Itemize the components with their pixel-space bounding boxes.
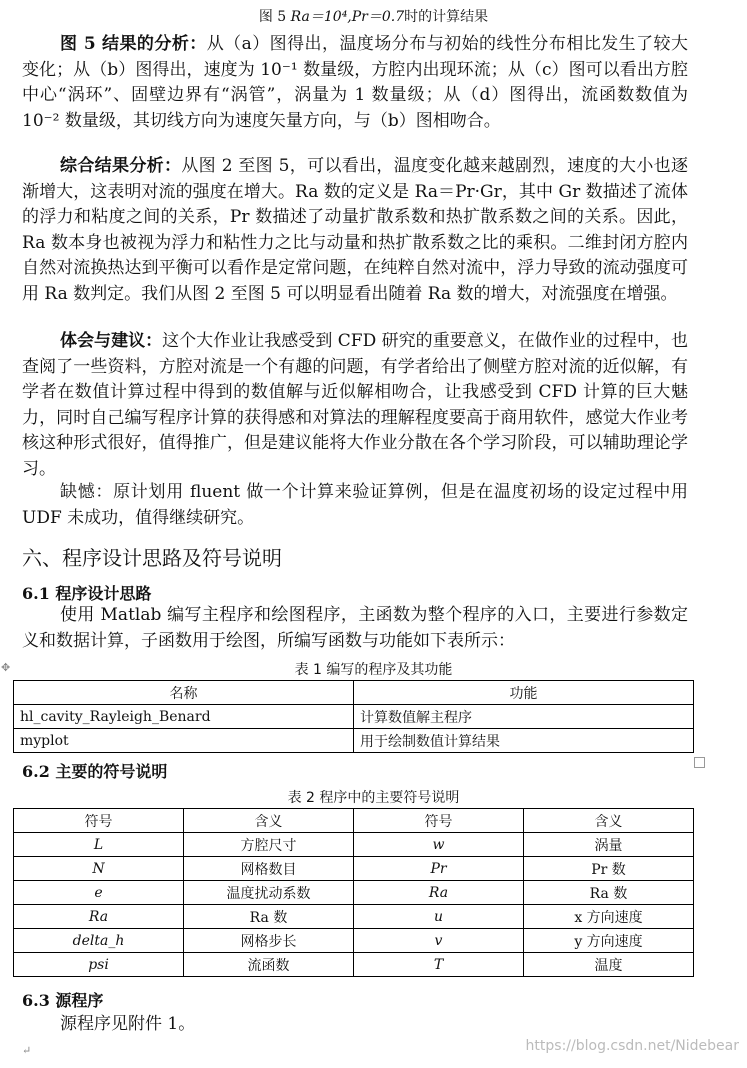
paragraph-lead: 图 5 结果的分析：	[60, 34, 207, 54]
meaning-cell: 温度扰动系数	[184, 881, 354, 905]
figure-label: 图 5	[258, 9, 287, 25]
paragraph-text: 从图 2 至图 5，可以看出，温度变化越来越剧烈，速度的大小也逐渐增大，这表明对流的强度在增大。Ra 数的定义是 Ra＝Pr·Gr，其中 Gr 数描述了流体的浮力和粘度之间的关系，Pr 数描述了动量扩散系数和热扩散系数之间的关系。因此，Ra 数本身也被视为浮力和粘性力之比与动量和热扩散系数之比的乘积。二维封闭方腔内自然对流换热达到平衡可以看作是定常问题，在纯粹自然对流中，浮力导致的流动强度可用 Ra 数判定。我们从图 2 至图 5 可以明显看出随着 Ra 数的增大，对流强度在增强。	[22, 156, 689, 304]
paragraph-mark-icon: ↵	[22, 1044, 32, 1057]
table-row	[14, 833, 694, 857]
section63-title: 6.3 源程序	[22, 991, 104, 1010]
figure-suffix: 时的计算结果	[404, 9, 489, 25]
paragraph-fig5-analysis	[22, 32, 688, 134]
table2	[13, 808, 694, 977]
figure-condition: Ra＝10⁴,Pr＝0.7	[290, 9, 405, 25]
meaning-cell: Pr 数	[524, 857, 694, 881]
table-cell: 计算数值解主程序	[354, 705, 694, 729]
symbol-cell: u	[354, 905, 524, 929]
symbol-cell: w	[354, 833, 524, 857]
paragraph-text: 这个大作业让我感受到 CFD 研究的重要意义，在做作业的过程中，也查阅了一些资料，方腔对流是一个有趣的问题，有学者给出了侧壁方腔对流的近似解，有学者在数值计算过程中得到的数值解与近似解相吻合，让我感受到 CFD 计算的巨大魅力，同时自己编写程序计算的获得感和对算法的理解程度要高于商用软件，感觉大作业考核这种形式很好，值得推广，但是建议能将大作业分散在各个学习阶段，可以辅助理论学习。	[22, 331, 689, 479]
table-cell: myplot	[14, 729, 354, 753]
symbol-cell: T	[354, 953, 524, 977]
section61-body: 使用 Matlab 编写主程序和绘图程序，主函数为整个程序的入口，主要进行参数定义和数据计算，子函数用于绘图，所编写函数与功能如下表所示：	[22, 605, 688, 651]
table-row	[14, 729, 694, 753]
meaning-cell: 网格数目	[184, 857, 354, 881]
table-row	[14, 881, 694, 905]
symbol-cell: N	[14, 857, 184, 881]
meaning-cell: y 方向速度	[524, 929, 694, 953]
table2-caption: 表 2 程序中的主要符号说明	[287, 790, 460, 806]
table-row	[14, 857, 694, 881]
table-row	[14, 953, 694, 977]
table-header-cell: 含义	[184, 809, 354, 833]
meaning-cell: 涡量	[524, 833, 694, 857]
table1	[13, 680, 694, 753]
table-header-row	[14, 809, 694, 833]
symbol-cell: psi	[14, 953, 184, 977]
table-header-cell: 符号	[14, 809, 184, 833]
symbol-cell: delta_h	[14, 929, 184, 953]
table-row	[14, 929, 694, 953]
table-row	[14, 905, 694, 929]
table-resize-handle-icon[interactable]	[694, 757, 705, 768]
paragraph-overall-analysis	[22, 154, 688, 307]
symbol-cell: v	[354, 929, 524, 953]
symbol-cell: Ra	[14, 905, 184, 929]
table-cell: hl_cavity_Rayleigh_Benard	[14, 705, 354, 729]
section63-body: 源程序见附件 1。	[60, 1014, 196, 1034]
paragraph-lead: 体会与建议：	[60, 331, 163, 351]
symbol-cell: Ra	[354, 881, 524, 905]
watermark: https://blog.csdn.net/Nidebear	[525, 1038, 739, 1054]
meaning-cell: 网格步长	[184, 929, 354, 953]
paragraph-regrets: 缺憾：原计划用 fluent 做一个计算来验证算例，但是在温度初场的设定过程中用 UDF 未成功，值得继续研究。	[22, 482, 688, 528]
meaning-cell: x 方向速度	[524, 905, 694, 929]
paragraph-lead: 综合结果分析：	[60, 156, 182, 176]
meaning-cell: 温度	[524, 953, 694, 977]
section6-title: 六、程序设计思路及符号说明	[22, 546, 282, 570]
table-header-cell: 含义	[524, 809, 694, 833]
figure-caption	[0, 6, 747, 26]
paragraph-text: 从（a）图得出，温度场分布与初始的线性分布相比发生了较大变化；从（b）图得出，速度为 10⁻¹ 数量级，方腔内出现环流；从（c）图可以看出方腔中心“涡环”、固壁边界有“涡管”，涡量为 1 数量级；从（d）图得出，流函数数值为 10⁻² 数量级，其切线方向为速度矢量方向，与（b）图相吻合。	[22, 34, 688, 131]
table-row	[14, 705, 694, 729]
symbol-cell: L	[14, 833, 184, 857]
table-move-handle-icon[interactable]: ✥	[1, 661, 11, 674]
meaning-cell: Ra 数	[524, 881, 694, 905]
section61-title: 6.1 程序设计思路	[22, 584, 152, 603]
table1-caption: 表 1 编写的程序及其功能	[294, 662, 453, 678]
meaning-cell: 方腔尺寸	[184, 833, 354, 857]
table-header-cell: 名称	[14, 681, 354, 705]
table-header-cell: 符号	[354, 809, 524, 833]
symbol-cell: e	[14, 881, 184, 905]
symbol-cell: Pr	[354, 857, 524, 881]
table-cell: 用于绘制数值计算结果	[354, 729, 694, 753]
meaning-cell: Ra 数	[184, 905, 354, 929]
section62-title: 6.2 主要的符号说明	[22, 762, 168, 781]
meaning-cell: 流函数	[184, 953, 354, 977]
paragraph-reflections	[22, 329, 688, 482]
table-header-row	[14, 681, 694, 705]
table-header-cell: 功能	[354, 681, 694, 705]
